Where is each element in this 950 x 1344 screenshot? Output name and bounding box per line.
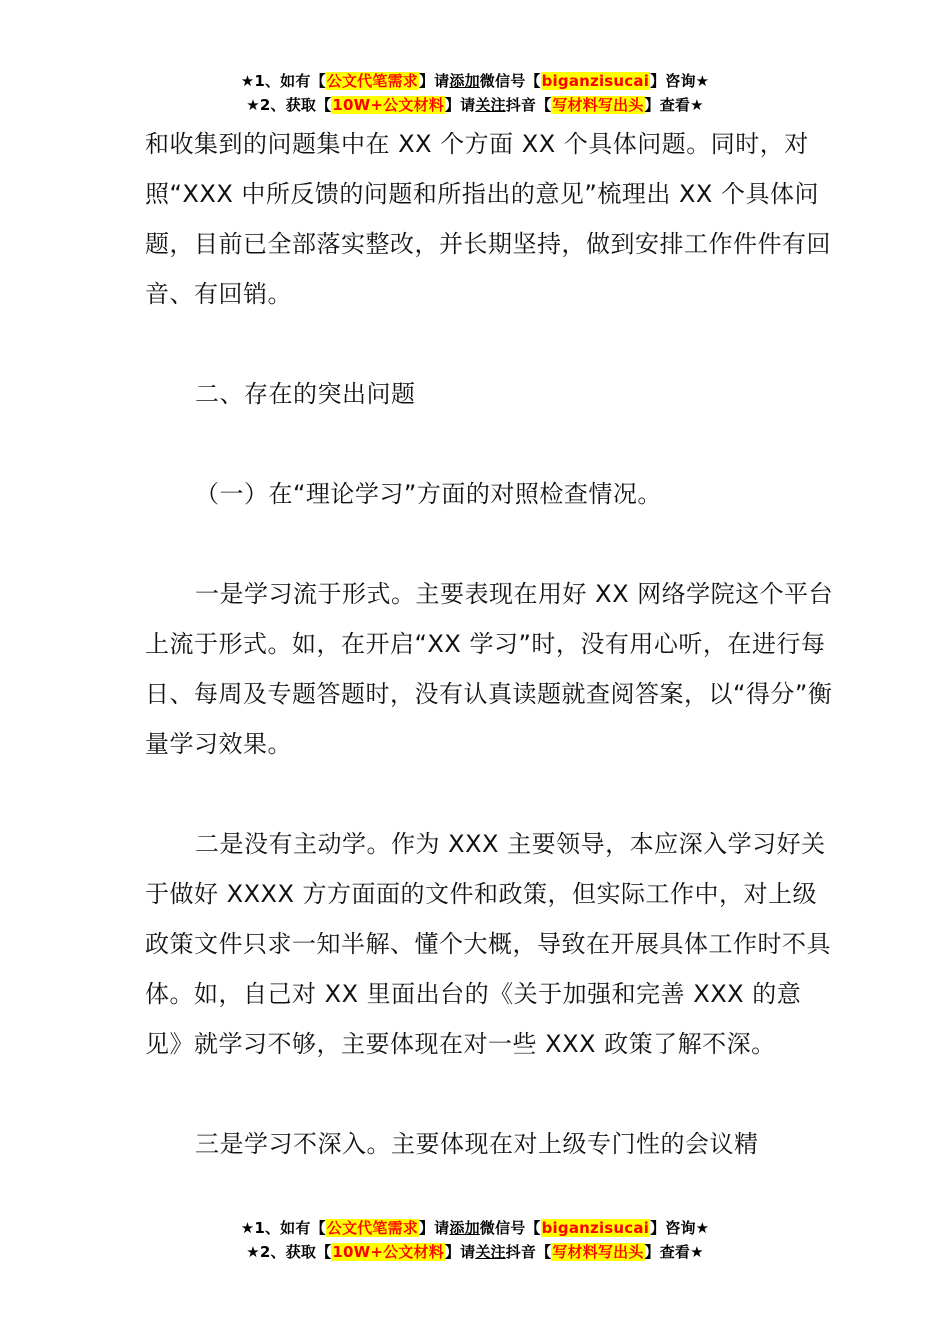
banner-highlight: 10W+公文材料 — [332, 96, 444, 114]
banner-text: 微信号【 — [479, 1219, 541, 1237]
banner-highlight: 公文代笔需求 — [326, 72, 418, 90]
banner-text: ★1、如有【 — [240, 72, 326, 90]
banner-text: 微信号【 — [479, 72, 541, 90]
footer-banner — [0, 1216, 950, 1264]
banner-highlight: 写材料写出头 — [552, 96, 644, 114]
paragraph-gap — [145, 519, 835, 569]
banner-emphasis: 关注 — [475, 1243, 506, 1261]
paragraph-point-1: 一是学习流于形式。主要表现在用好 XX 网络学院这个平台上流于形式。如，在开启“XX 学习”时，没有用心听，在进行每日、每周及专题答题时，没有认真读题就查阅答案，以“得分”衡量学习效果。 — [145, 580, 834, 758]
banner-text: 】查看★ — [644, 1243, 704, 1261]
paragraph-gap — [145, 319, 835, 369]
paragraph-gap — [145, 1069, 835, 1119]
banner-line-1 — [0, 69, 950, 93]
banner-line-2 — [0, 93, 950, 117]
banner-emphasis: 添加 — [449, 72, 480, 90]
banner-text: 】请 — [418, 1219, 450, 1237]
header-banner — [0, 69, 950, 117]
banner-line-1 — [0, 1216, 950, 1240]
paragraph-point-3: 三是学习不深入。主要体现在对上级专门性的会议精 — [195, 1130, 759, 1158]
banner-text: ★2、获取【 — [246, 96, 332, 114]
banner-highlight: biganzisucai — [541, 72, 650, 90]
banner-text: 】请 — [418, 72, 450, 90]
section-heading: 二、存在的突出问题 — [195, 380, 416, 408]
banner-highlight: 10W+公文材料 — [332, 1243, 444, 1261]
paragraph-gap — [145, 419, 835, 469]
banner-text: 】请 — [444, 1243, 476, 1261]
document-body — [145, 119, 835, 1169]
banner-text: 抖音【 — [505, 96, 552, 114]
banner-text: 】咨询★ — [650, 72, 710, 90]
subsection-heading: （一）在“理论学习”方面的对照检查情况。 — [195, 480, 662, 508]
banner-text: 抖音【 — [505, 1243, 552, 1261]
banner-text: 】咨询★ — [650, 1219, 710, 1237]
banner-emphasis: 添加 — [449, 1219, 480, 1237]
banner-emphasis: 关注 — [475, 96, 506, 114]
banner-highlight: 公文代笔需求 — [326, 1219, 418, 1237]
banner-text: ★2、获取【 — [246, 1243, 332, 1261]
banner-highlight: 写材料写出头 — [552, 1243, 644, 1261]
banner-text: 】查看★ — [644, 96, 704, 114]
banner-line-2 — [0, 1240, 950, 1264]
paragraph-gap — [145, 769, 835, 819]
paragraph-continuation: 和收集到的问题集中在 XX 个方面 XX 个具体问题。同时，对照“XXX 中所反馈的问题和所指出的意见”梳理出 XX 个具体问题，目前已全部落实整改，并长期坚持，做到安排工作件件有回音、有回销。 — [145, 130, 831, 308]
banner-highlight: biganzisucai — [541, 1219, 650, 1237]
banner-text: 】请 — [444, 96, 476, 114]
paragraph-point-2: 二是没有主动学。作为 XXX 主要领导，本应深入学习好关于做好 XXXX 方方面面的文件和政策，但实际工作中，对上级政策文件只求一知半解、懂个大概，导致在开展具体工作时不具体。如，自己对 XX 里面出台的《关于加强和完善 XXX 的意见》就学习不够，主要体现在对一些 XXX 政策了解不深。 — [145, 830, 831, 1058]
banner-text: ★1、如有【 — [240, 1219, 326, 1237]
